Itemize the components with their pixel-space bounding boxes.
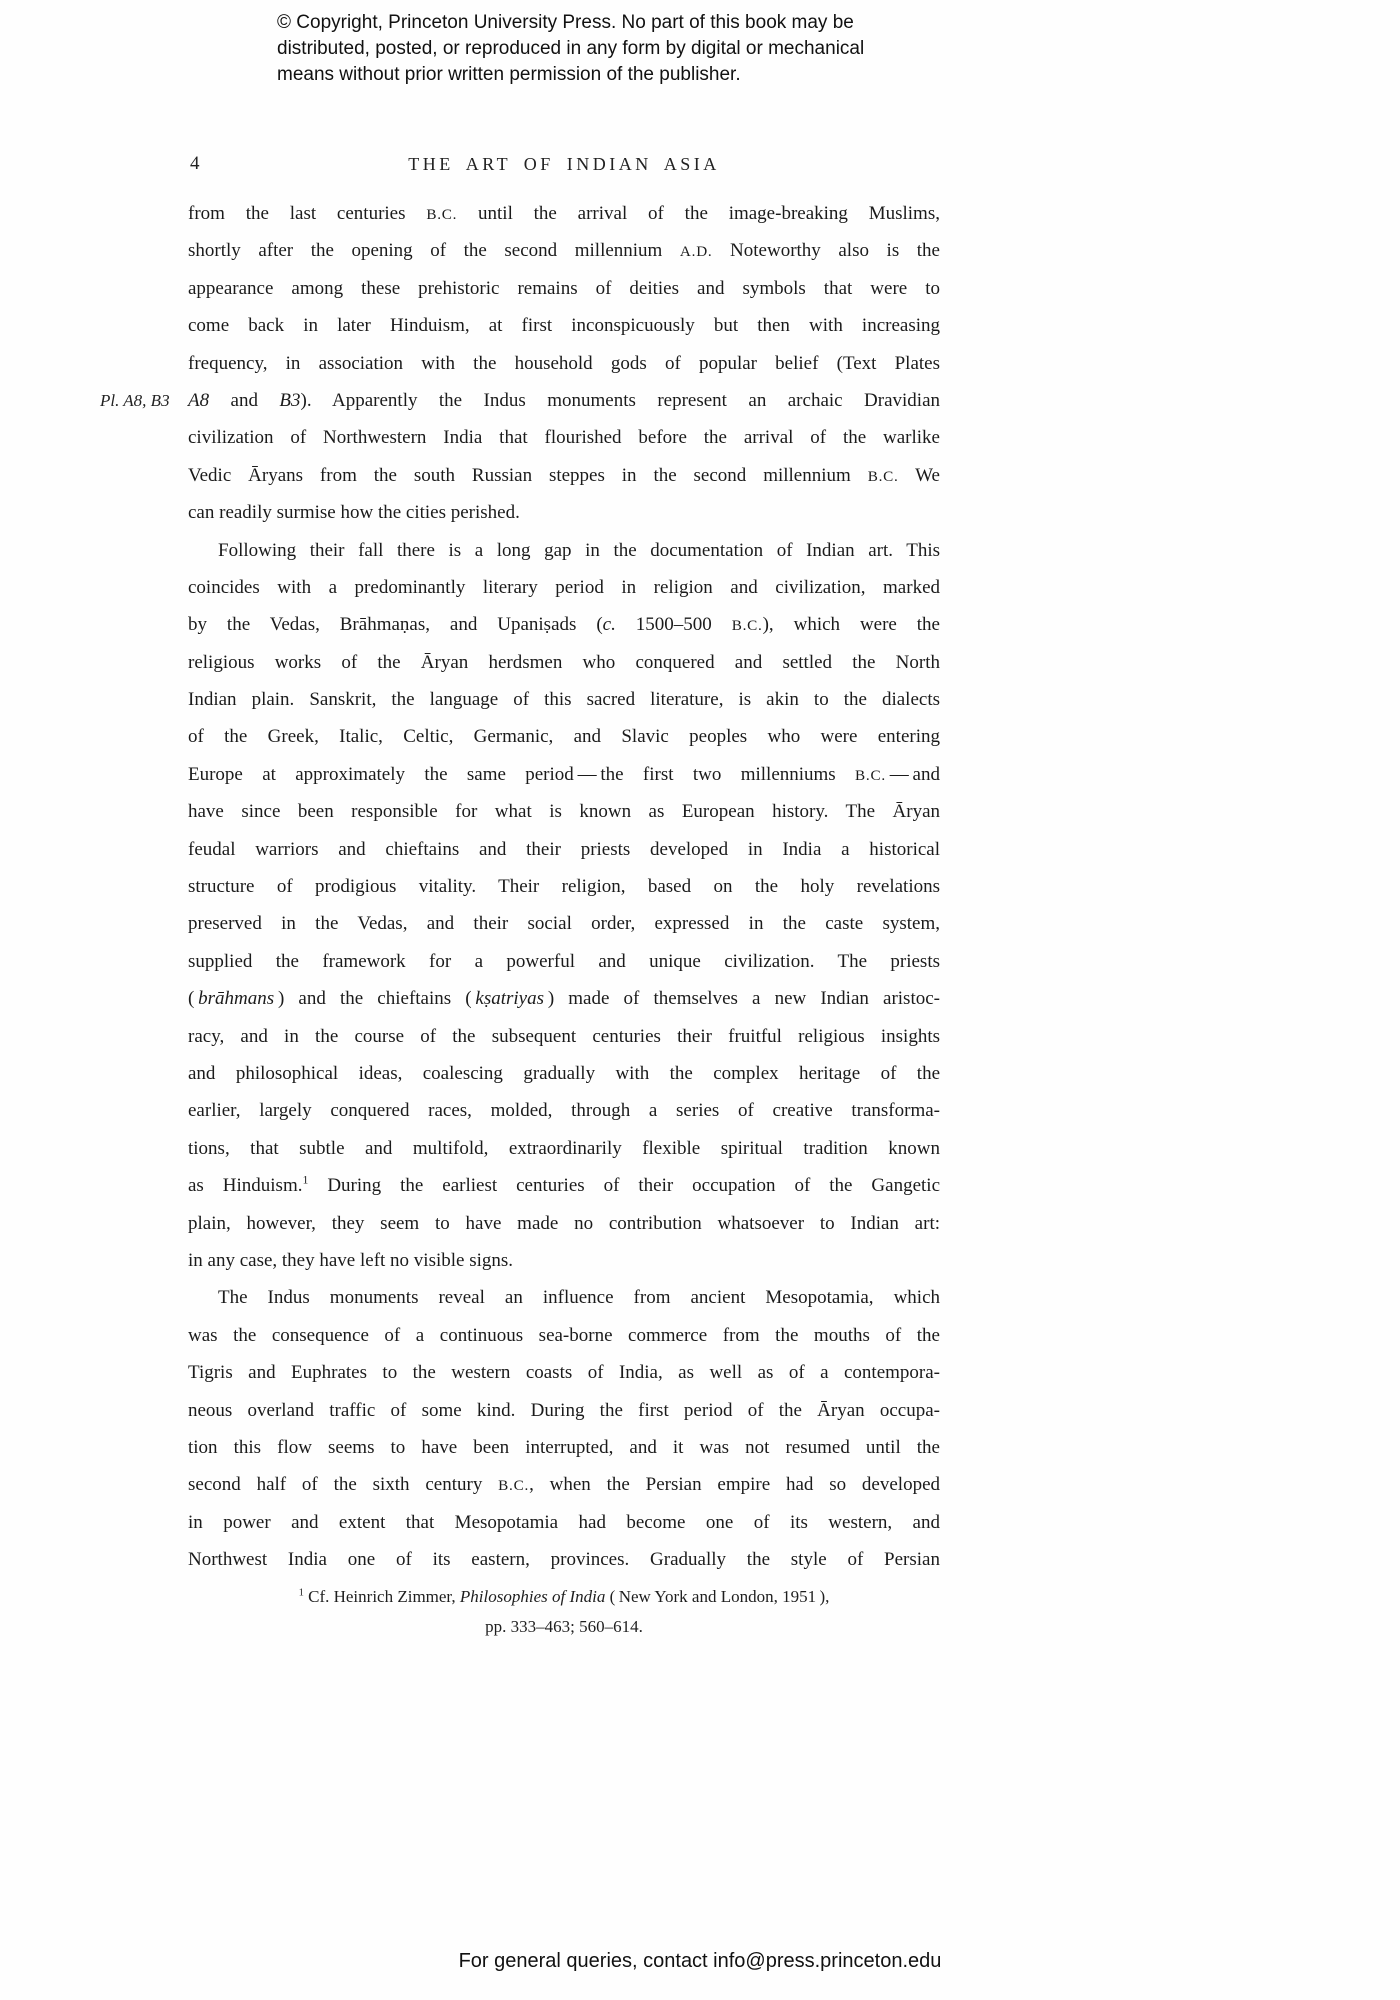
smallcaps-run: B.C.	[867, 467, 899, 485]
text-line	[188, 793, 940, 830]
text-line	[188, 232, 940, 269]
text-run: plain, however, they seem to have made no contribution whatsoever to Indian art:	[188, 1212, 940, 1234]
text-run: , when the Persian empire had so developed	[529, 1474, 940, 1496]
text-line	[188, 195, 940, 232]
text-run: can readily surmise how the cities perished.	[188, 502, 520, 524]
italic-run: Philosophies of India	[459, 1587, 606, 1606]
text-run: frequency, in association with the household gods of popular belief (Text Plates	[188, 352, 940, 374]
text-run: (	[188, 988, 199, 1010]
text-line	[188, 943, 940, 980]
text-run: 1500–500	[615, 614, 732, 636]
text-run: come back in later Hinduism, at first inconspicuously but then with increasing	[188, 315, 940, 337]
page-header	[188, 153, 940, 177]
copyright-line: © Copyright, Princeton University Press. No part of this book may be	[277, 12, 854, 33]
text-line	[188, 905, 940, 942]
text-run: and philosophical ideas, coalescing gradually with the complex heritage of the	[188, 1062, 940, 1084]
text-run: structure of prodigious vitality. Their religion, based on the holy revelations	[188, 876, 940, 898]
text-line	[188, 980, 940, 1017]
text-run: preserved in the Vedas, and their social order, expressed in the caste system,	[188, 913, 940, 935]
text-line	[188, 270, 940, 307]
text-line	[188, 457, 940, 494]
body-paragraph	[188, 532, 940, 1280]
text-line	[188, 1055, 940, 1092]
text-run: Northwest India one of its eastern, provinces. Gradually the style of Persian	[188, 1549, 940, 1571]
text-run: as Hinduism.	[188, 1175, 303, 1197]
text-line	[188, 419, 940, 456]
text-run: in any case, they have left no visible signs.	[188, 1249, 514, 1271]
text-line	[188, 1541, 940, 1578]
text-run: — and	[885, 763, 940, 785]
footnote	[188, 1582, 940, 1642]
text-run: civilization of Northwestern India that flourished before the arrival of the warlike	[188, 427, 940, 449]
italic-run: brāhmans	[198, 988, 275, 1010]
text-run: in power and extent that Mesopotamia had become one of its western, and	[188, 1511, 940, 1533]
text-run: was the consequence of a continuous sea-borne commerce from the mouths of the	[188, 1324, 940, 1346]
text-line	[188, 382, 940, 419]
text-run: have since been responsible for what is known as European history. The Āryan	[188, 801, 940, 823]
text-run: Europe at approximately the same period — the first two millenniums	[188, 763, 856, 785]
italic-run: A8	[188, 389, 210, 411]
text-line	[188, 307, 940, 344]
text-line	[188, 681, 940, 718]
text-run: second half of the sixth century	[188, 1474, 499, 1496]
text-run: We	[898, 464, 940, 486]
text-line	[188, 1429, 940, 1466]
text-run: earlier, largely conquered races, molded, through a series of creative transforma-	[188, 1100, 940, 1122]
text-line	[188, 718, 940, 755]
text-run: pp. 333–463; 560–614.	[485, 1617, 643, 1636]
text-run: Noteworthy also is the	[712, 240, 940, 262]
text-run: The Indus monuments reveal an influence from ancient Mesopotamia, which	[218, 1287, 940, 1309]
text-run: coincides with a predominantly literary period in religion and civilization, marked	[188, 576, 940, 598]
smallcaps-run: B.C.	[855, 766, 886, 784]
text-run: by the Vedas, Brāhmaṇas, and Upaniṣads (	[188, 614, 603, 636]
text-run: Tigris and Euphrates to the western coasts of India, as well as of a contempora-	[188, 1362, 940, 1384]
text-line	[188, 756, 940, 793]
text-run: religious works of the Āryan herdsmen who conquered and settled the North	[188, 651, 940, 673]
text-run: ), which were the	[762, 614, 940, 636]
text-line	[188, 1167, 940, 1204]
text-line	[188, 606, 940, 643]
text-run: Cf. Heinrich Zimmer,	[303, 1587, 460, 1606]
footer-contact: For general queries, contact info@press.princeton.edu	[458, 1950, 942, 1972]
text-line	[188, 831, 940, 868]
text-run: Indian plain. Sanskrit, the language of this sacred literature, is akin to the dialects	[188, 689, 940, 711]
text-line	[188, 1242, 940, 1279]
text-run: During the earliest centuries of their occupation of the Gangetic	[308, 1175, 940, 1197]
text-line	[188, 1504, 940, 1541]
body-paragraph	[188, 1279, 940, 1578]
text-line	[188, 1130, 940, 1167]
text-run: Vedic Āryans from the south Russian steppes in the second millennium	[188, 464, 868, 486]
text-line	[188, 1317, 940, 1354]
copyright-notice	[277, 10, 864, 88]
copyright-line: distributed, posted, or reproduced in any form by digital or mechanical	[277, 38, 865, 59]
text-line	[188, 1392, 940, 1429]
text-line	[188, 868, 940, 905]
text-line	[188, 569, 940, 606]
text-run: shortly after the opening of the second millennium	[188, 240, 680, 262]
body-text	[188, 195, 940, 1578]
text-line	[188, 1612, 940, 1642]
text-line	[188, 1279, 940, 1316]
text-line	[188, 345, 940, 382]
text-run: Following their fall there is a long gap in the documentation of Indian art. This	[218, 539, 940, 561]
text-run: ) made of themselves a new Indian aristoc-	[544, 988, 940, 1010]
smallcaps-run: B.C.	[731, 617, 763, 635]
text-run: ) and the chieftains (	[274, 988, 476, 1010]
text-run: neous overland traffic of some kind. During the first period of the Āryan occupa-	[188, 1399, 940, 1421]
text-line	[188, 1018, 940, 1055]
text-line	[188, 494, 940, 531]
text-line	[188, 1205, 940, 1242]
copyright-line: means without prior written permission of the publisher.	[277, 64, 741, 85]
text-line	[188, 1466, 940, 1503]
superscript-run: 1	[302, 1173, 309, 1187]
italic-run: kṣatriyas	[475, 988, 545, 1010]
text-line	[188, 1582, 940, 1612]
text-run: ). Apparently the Indus monuments represent an archaic Dravidian	[300, 389, 940, 411]
text-line	[188, 1354, 940, 1391]
text-line	[188, 532, 940, 569]
text-run: tions, that subtle and multifold, extraordinarily flexible spiritual tradition known	[188, 1137, 940, 1159]
running-head: THE ART OF INDIAN ASIA	[408, 154, 720, 174]
text-run: appearance among these prehistoric remains of deities and symbols that were to	[188, 277, 940, 299]
margin-note-plate-ref: Pl. A8, B3	[100, 391, 170, 410]
text-run: of the Greek, Italic, Celtic, Germanic, and Slavic peoples who were entering	[188, 726, 940, 748]
smallcaps-run: A.D.	[679, 243, 713, 261]
smallcaps-run: B.C.	[426, 206, 458, 223]
superscript-run: 1	[298, 1587, 304, 1599]
smallcaps-run: B.C.	[498, 1477, 530, 1495]
text-run: feudal warriors and chieftains and their priests developed in India a historical	[188, 838, 940, 860]
body-paragraph	[188, 195, 940, 532]
italic-run: B3	[279, 389, 301, 411]
page-number: 4	[190, 153, 200, 174]
text-run: supplied the framework for a powerful and unique civilization. The priests	[188, 950, 940, 972]
text-run: racy, and in the course of the subsequent centuries their fruitful religious insights	[188, 1025, 940, 1047]
italic-run: c.	[602, 614, 616, 636]
text-run: and	[209, 389, 280, 411]
text-run: tion this flow seems to have been interrupted, and it was not resumed until the	[188, 1436, 940, 1458]
text-line	[188, 1092, 940, 1129]
text-line	[188, 644, 940, 681]
text-run: ( New York and London, 1951 ),	[605, 1587, 830, 1606]
text-run: from the last centuries	[188, 203, 427, 224]
text-run: until the arrival of the image-breaking Muslims,	[457, 203, 940, 224]
